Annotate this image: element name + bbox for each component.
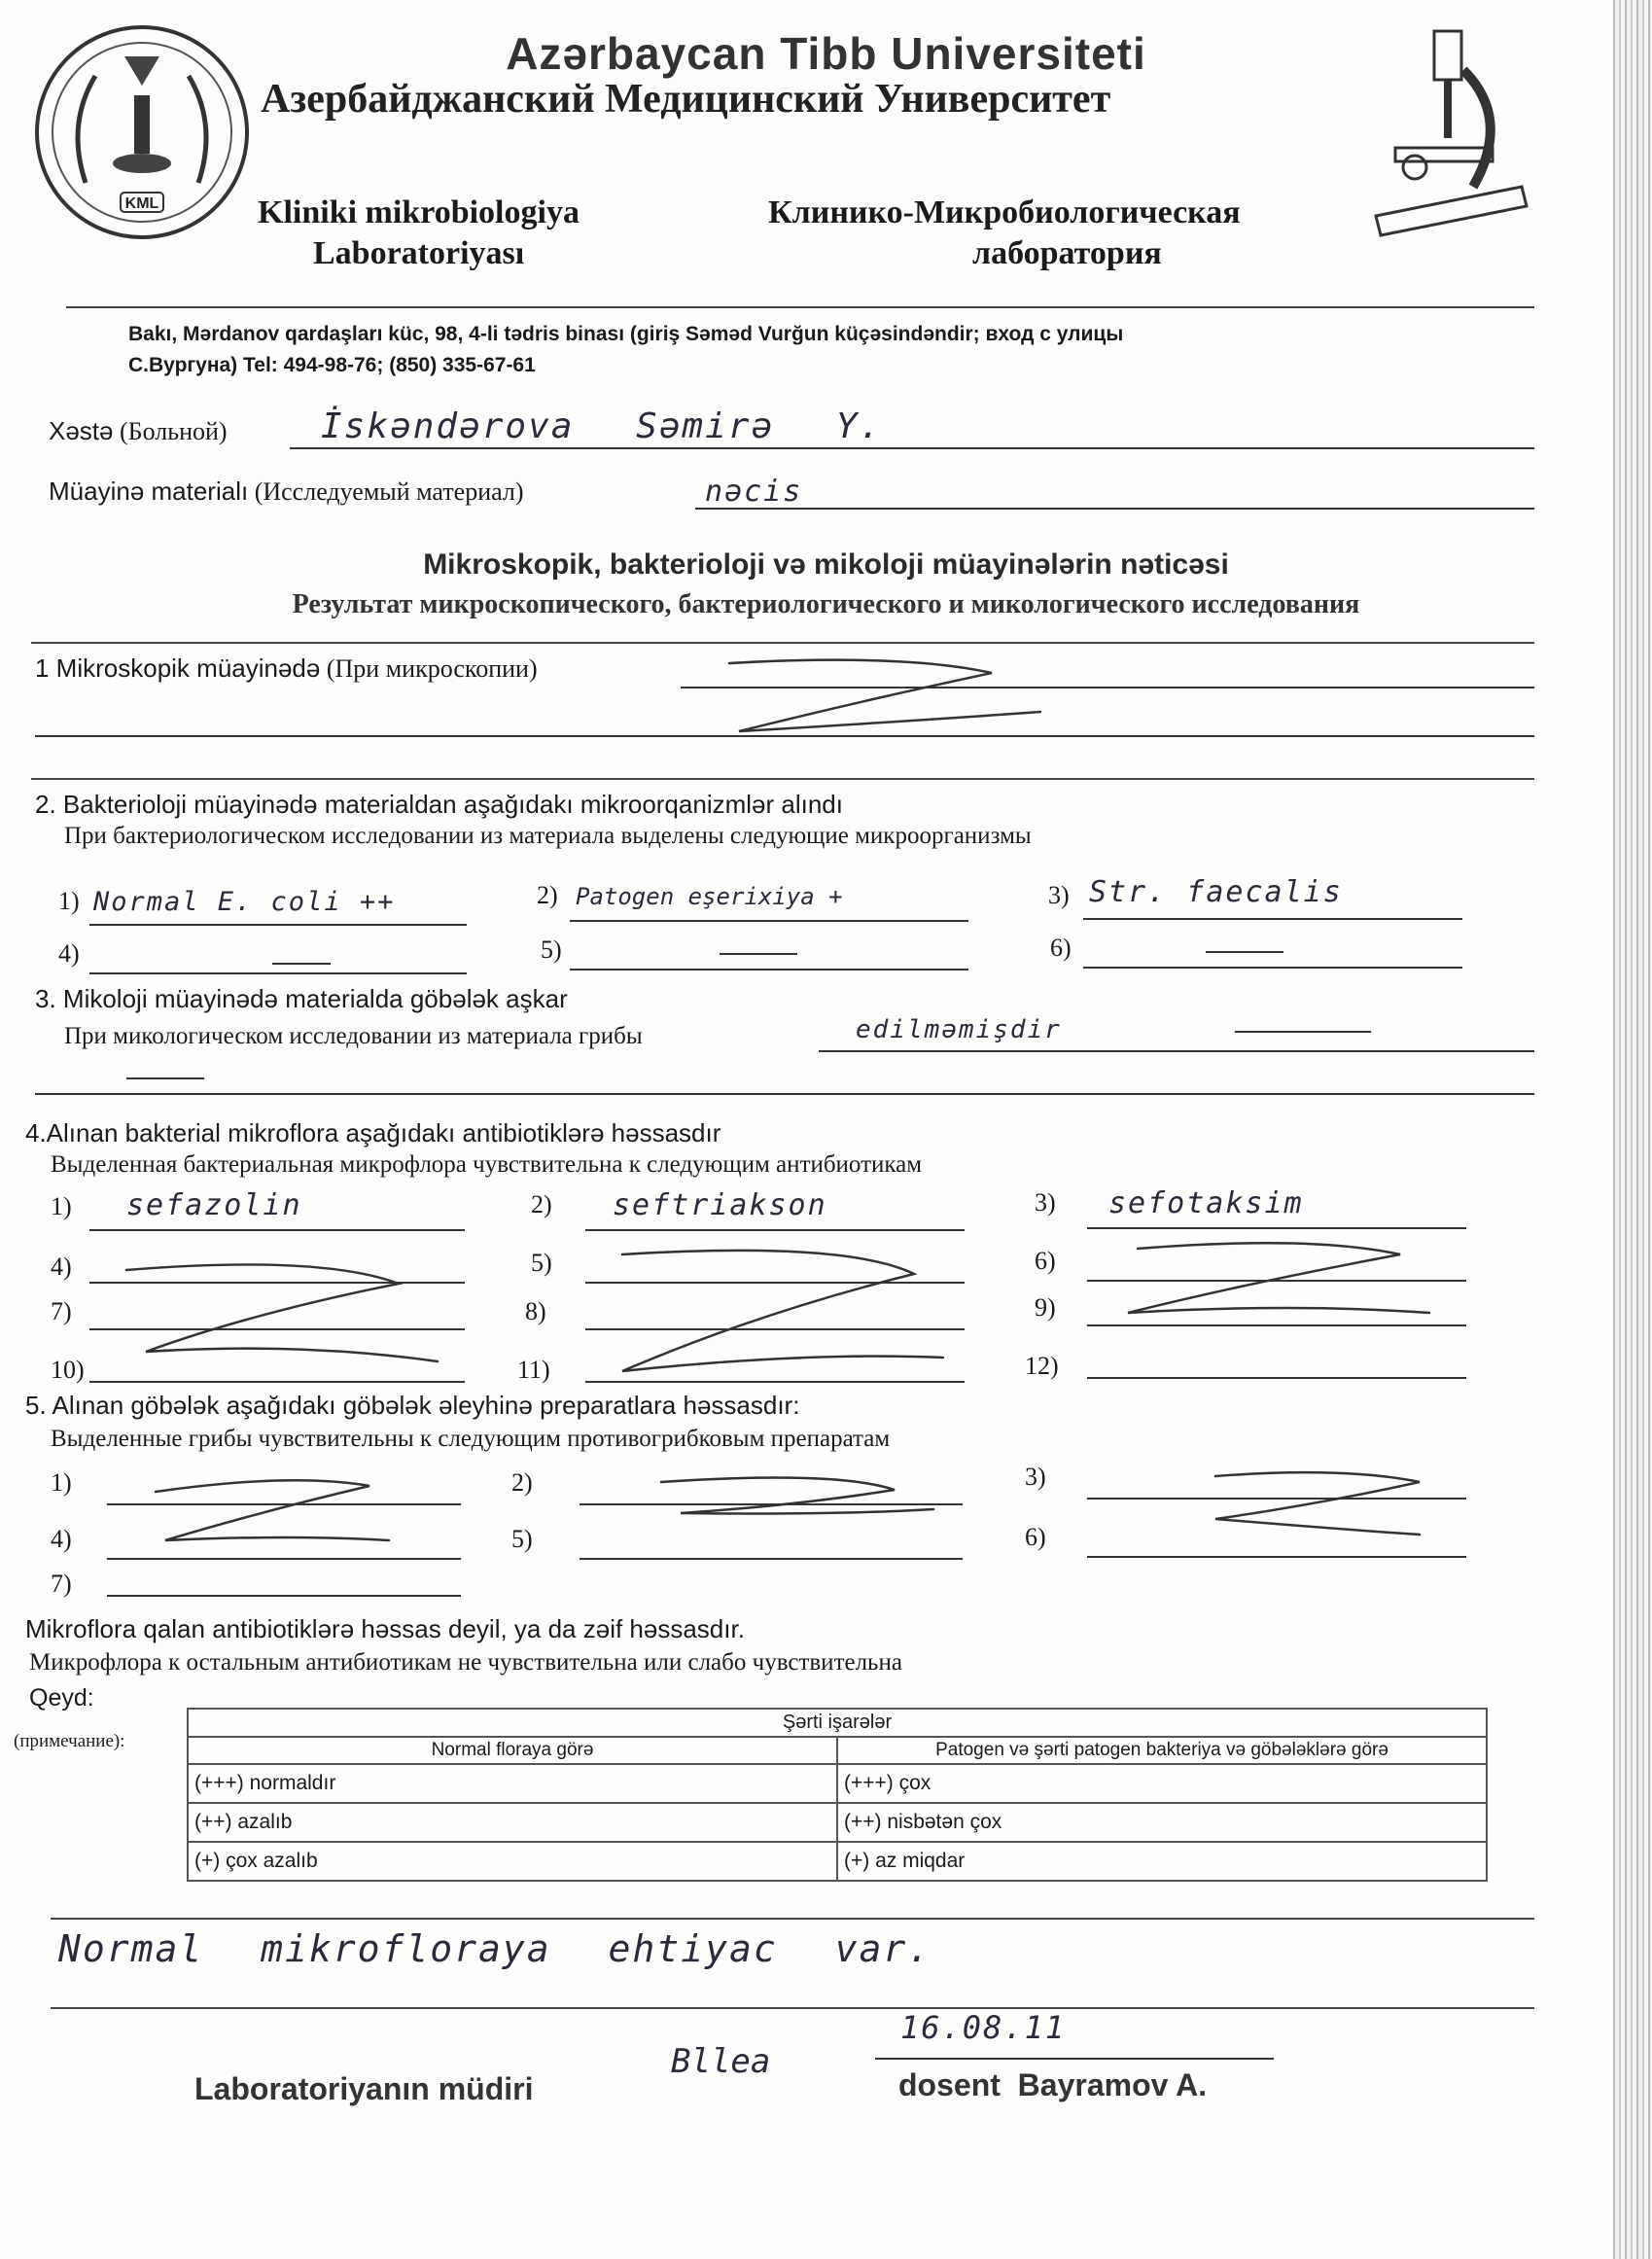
legend-row <box>188 1764 1487 1803</box>
logo-text: KML <box>124 195 159 212</box>
legend-row-2-normal: (++) azalıb <box>188 1803 837 1842</box>
antibiotic-item-3-line <box>1087 1227 1466 1229</box>
lab-name-az-1: Kliniki mikrobiologiya <box>258 194 580 230</box>
bacteria-item-2-line <box>570 920 968 922</box>
legend-col2-header: Patogen və şərti patogen bakteriya və göbələklərə görə <box>837 1737 1487 1764</box>
antifungal-item-6-num: 6) <box>1025 1523 1046 1551</box>
antibiotic-item-1-line <box>89 1229 465 1231</box>
bacteria-item-6-dash <box>1206 951 1283 953</box>
antibiotic-strike-col3 <box>1099 1235 1449 1361</box>
patient-name-value: İskəndərova Səmirə Y. <box>321 406 883 446</box>
antibiotic-item-2-num: 2) <box>531 1190 552 1218</box>
bacteria-item-5-line <box>570 969 968 971</box>
antifungal-item-5-line <box>580 1558 963 1560</box>
section2-label-ru: При бактериологическом исследовании из материала выделены следующие микроорганизмы <box>64 823 1032 849</box>
material-row <box>49 477 524 507</box>
section-divider-1 <box>31 642 1534 644</box>
antibiotic-strike-col1 <box>107 1254 457 1391</box>
section4-label-az: 4.Alınan bakterial mikroflora aşağıdakı antibiotiklərə həssasdır <box>25 1118 721 1147</box>
antifungal-item-4-num: 4) <box>51 1525 72 1553</box>
bacteria-item-2-num: 2) <box>537 881 558 909</box>
patient-row <box>49 416 228 446</box>
results-title-az: Mikroskopik, bakterioloji və mikoloji müayinələrin nəticəsi <box>423 548 1229 581</box>
antibiotic-item-12-num: 12) <box>1025 1352 1059 1380</box>
antifungal-item-3-num: 3) <box>1025 1463 1046 1491</box>
note-label-az: Qeyd: <box>29 1684 94 1712</box>
note-divider-1 <box>51 1918 1534 1920</box>
section1-row <box>35 653 538 684</box>
section1-label-az: 1 Mikroskopik müayinədə <box>35 653 321 683</box>
section-divider-2 <box>31 778 1534 780</box>
antifungal-item-7-num: 7) <box>51 1570 72 1598</box>
bacteria-item-6-line <box>1083 967 1462 969</box>
section3-line <box>819 1050 1534 1052</box>
scan-edge <box>1613 0 1652 2259</box>
university-name-ru: Азербайджанский Медицинский Университет <box>261 77 1111 122</box>
antifungal-strike-col2 <box>642 1470 953 1548</box>
antibiotic-item-7-num: 7) <box>51 1297 72 1325</box>
antibiotic-item-11-num: 11) <box>517 1356 550 1384</box>
antifungal-strike-col3 <box>1196 1466 1449 1564</box>
section3-label-az: 3. Mikoloji müayinədə materialda göbələk aşkar <box>35 984 568 1013</box>
section3-dash <box>126 1077 204 1079</box>
antibiotic-item-6-num: 6) <box>1035 1247 1056 1275</box>
section3-value: edilməmişdir <box>856 1015 1062 1044</box>
signer-label: Laboratoriyanın müdiri <box>194 2071 534 2106</box>
note-divider-2 <box>51 2007 1534 2009</box>
note-handwritten: Normal mikrofloraya ehtiyac var. <box>58 1927 932 1970</box>
material-label-ru: (Исследуемый материал) <box>254 477 524 506</box>
section1-label-ru: (При микроскопии) <box>326 654 538 683</box>
bacteria-item-4-line <box>89 972 467 974</box>
section5-label-ru: Выделенные грибы чувствительны к следующим противогрибковым препаратам <box>51 1426 891 1452</box>
legend-row-2-pathogen: (++) nisbətən çox <box>837 1803 1487 1842</box>
antifungal-item-2-num: 2) <box>511 1468 533 1497</box>
antifungal-item-7-line <box>107 1595 461 1597</box>
lab-name-ru-1: Клинико-Микробиологическая <box>768 194 1241 230</box>
header-divider <box>66 306 1534 308</box>
bacteria-item-6-num: 6) <box>1050 934 1072 962</box>
bacteria-item-3-num: 3) <box>1048 881 1070 909</box>
antibiotic-item-5-num: 5) <box>531 1249 552 1277</box>
bacteria-item-3-value: Str. faecalis <box>1089 875 1343 909</box>
address-line-2: С.Вургуна) Tel: 494-98-76; (850) 335-67-61 <box>128 354 536 376</box>
legend-row <box>188 1842 1487 1881</box>
legend-row-1-normal: (+++) normaldır <box>188 1764 837 1803</box>
antibiotic-item-1-num: 1) <box>51 1192 72 1220</box>
lab-name-ru-2: лаборатория <box>972 235 1162 271</box>
bacteria-item-5-dash <box>720 953 797 955</box>
section4-label-ru: Выделенная бактериальная микрофлора чувствительна к следующим антибиотикам <box>51 1151 923 1178</box>
material-label-az: Müayinə materialı <box>49 477 249 506</box>
patient-name-line <box>290 447 1534 449</box>
section3-label-ru: При микологическом исследовании из материала грибы <box>64 1023 643 1049</box>
section1-strikethrough <box>710 653 1060 770</box>
legend-row <box>188 1803 1487 1842</box>
patient-label-ru: (Больной) <box>120 417 228 445</box>
legend-row-1-pathogen: (+++) çox <box>837 1764 1487 1803</box>
legend-row-3-normal: (+) çox azalıb <box>188 1842 837 1881</box>
antibiotic-item-3-value: sefotaksim <box>1108 1186 1304 1220</box>
section2-label-az: 2. Bakterioloji müayinədə materialdan aşağıdakı mikroorqanizmlər alındı <box>35 790 843 819</box>
antibiotic-item-2-value: seftriakson <box>613 1188 827 1222</box>
material-line <box>695 508 1534 510</box>
legend-title: Şərti işarələr <box>188 1709 1487 1737</box>
material-value: nəcis <box>705 475 803 509</box>
note-label-ru: (примечание): <box>14 1731 125 1751</box>
bacteria-item-1-num: 1) <box>58 887 80 915</box>
antibiotic-item-8-num: 8) <box>525 1297 546 1325</box>
legend-col1-header: Normal floraya görə <box>188 1737 837 1764</box>
lab-name-az-2: Laboratoriyası <box>313 235 525 271</box>
section5-label-az: 5. Alınan göbələk aşağıdakı göbələk əleyhinə preparatlara həssasdır: <box>25 1391 800 1420</box>
signature: Bllea <box>671 2042 771 2081</box>
university-name-az: Azərbaycan Tibb Universiteti <box>506 28 1146 79</box>
antibiotic-item-1-value: sefazolin <box>126 1188 302 1222</box>
antibiotic-item-9-num: 9) <box>1035 1293 1056 1322</box>
legend-row-3-pathogen: (+) az miqdar <box>837 1842 1487 1881</box>
bacteria-item-3-line <box>1083 918 1462 920</box>
antibiotic-item-10-num: 10) <box>51 1356 85 1384</box>
antibiotic-item-12-line <box>1087 1377 1466 1379</box>
section3-line-2 <box>35 1093 1534 1095</box>
antifungal-item-5-num: 5) <box>511 1525 533 1553</box>
bacteria-item-4-num: 4) <box>58 939 80 968</box>
antibiotic-item-2-line <box>585 1229 965 1231</box>
date-line <box>875 2058 1274 2060</box>
bacteria-item-1-value: Normal E. coli ++ <box>93 887 396 917</box>
address-line-1: Bakı, Mərdanov qardaşları küc, 98, 4-li tədris binası (giriş Səməd Vurğun küçəsindəndir; вход с улицы <box>128 323 1124 345</box>
antifungal-strike-col1 <box>136 1472 428 1579</box>
rest-note-ru: Микрофлора к остальным антибиотикам не чувствительна или слабо чувствительна <box>29 1649 902 1676</box>
antibiotic-strike-col2 <box>593 1245 963 1391</box>
legend-table <box>187 1708 1488 1882</box>
antifungal-item-1-num: 1) <box>51 1468 72 1497</box>
section3-dash-2 <box>1235 1031 1371 1033</box>
bacteria-item-2-value: Patogen eşerixiya + <box>576 883 843 910</box>
rest-note-az: Mikroflora qalan antibiotiklərə həssas deyil, ya da zəif həssasdır. <box>25 1614 745 1643</box>
report-date: 16.08.11 <box>900 2009 1067 2046</box>
signer-name: dosent Bayramov A. <box>898 2067 1208 2102</box>
bacteria-item-5-num: 5) <box>541 935 562 964</box>
patient-label-az: Xəstə <box>49 416 114 445</box>
bacteria-item-1-line <box>89 924 467 926</box>
antibiotic-item-4-num: 4) <box>51 1253 72 1281</box>
bacteria-item-4-dash <box>272 963 331 965</box>
antibiotic-item-3-num: 3) <box>1035 1188 1056 1217</box>
results-title-ru: Результат микроскопического, бактериологического и микологического исследования <box>292 589 1360 619</box>
